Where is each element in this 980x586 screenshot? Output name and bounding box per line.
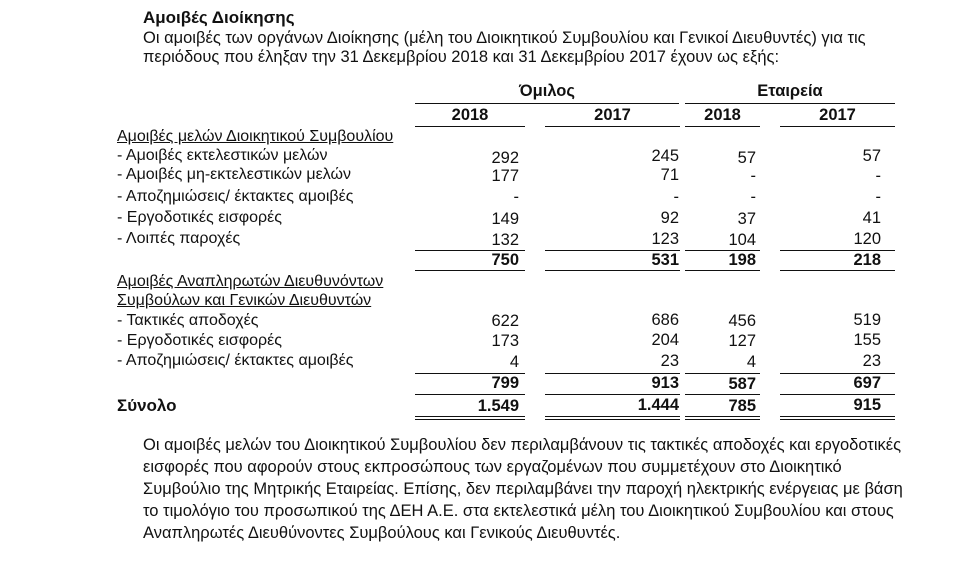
subtotal-rule: [545, 270, 680, 271]
row-label: - Αποζημιώσεις/ έκτακτες αμοιβές: [117, 352, 354, 369]
subtotal-rule: [780, 394, 895, 395]
cell: 132: [491, 231, 519, 249]
cell: 173: [491, 332, 519, 350]
total-cell: 915: [853, 396, 881, 414]
cell: 71: [660, 166, 679, 184]
cell: 456: [728, 312, 756, 330]
cell: 622: [491, 312, 519, 330]
year-header: 2018: [451, 106, 489, 124]
cell: -: [875, 167, 881, 185]
cell: -: [875, 188, 881, 206]
cell: 149: [491, 210, 519, 228]
row-label: - Λοιπές παροχές: [117, 230, 241, 247]
year-underline: [685, 126, 760, 127]
year-underline: [415, 126, 525, 127]
year-header: 2017: [819, 106, 856, 124]
total-rule: [685, 416, 760, 417]
cell: 57: [862, 147, 881, 165]
total-rule: [780, 419, 895, 420]
row-label: - Αμοιβές εκτελεστικών μελών: [117, 147, 328, 164]
subtotal-cell: 799: [491, 374, 519, 392]
total-rule: [415, 419, 525, 420]
total-rule: [545, 416, 680, 417]
note-line-5: Αναπληρωτές Διευθύνοντες Συμβούλους και Γενικούς Διευθυντές.: [143, 524, 621, 542]
total-rule: [545, 419, 680, 420]
total-cell: 785: [728, 397, 756, 415]
company-underline: [685, 103, 895, 104]
cell: 23: [660, 352, 679, 370]
cell: 41: [862, 209, 881, 227]
cell: -: [673, 188, 679, 206]
note-line-3: Συμβούλιο της Μητρικής Εταιρείας. Επίσης, δεν περιλαμβάνει την παροχή ηλεκτρικής ενέργειας με βάση: [143, 480, 903, 498]
cell: 4: [509, 353, 519, 371]
total-cell: 1.444: [637, 396, 679, 414]
group-header-group: Όμιλος: [519, 82, 575, 100]
total-rule: [780, 416, 895, 417]
year-header: 2017: [594, 106, 631, 124]
intro-line-1: Οι αμοιβές των οργάνων Διοίκησης (μέλη του Διοικητικού Συμβουλίου και Γενικοί Διευθυντές) για τις: [143, 29, 866, 47]
cell: -: [750, 167, 756, 185]
cell: -: [513, 188, 519, 206]
cell: 23: [862, 352, 881, 370]
section-heading-deputies-line2: Συμβούλων και Γενικών Διευθυντών: [117, 292, 372, 309]
note-line-2: εισφορές που αφορούν στους εκπροσώπους των εργαζομένων που συμμετέχουν στο Διοικητικό: [143, 458, 842, 476]
year-header: 2018: [704, 106, 741, 124]
row-label: - Αμοιβές μη-εκτελεστικών μελών: [117, 166, 351, 183]
cell: 92: [660, 209, 679, 227]
cell: 245: [651, 147, 679, 165]
note-line-4: το τιμολόγιο του προσωπικού της ΔΕΗ Α.Ε. στα εκτελεστικά μέλη του Διοικητικού Συμβουλίου και στους: [143, 502, 894, 520]
year-underline: [780, 126, 895, 127]
total-label: Σύνολο: [117, 396, 177, 415]
cell: 123: [651, 230, 679, 248]
subtotal-rule: [685, 394, 760, 395]
row-label: - Τακτικές αποδοχές: [117, 312, 259, 329]
cell: 127: [728, 332, 756, 350]
subtotal-rule: [415, 394, 525, 395]
subtotal-cell: 587: [728, 375, 756, 393]
cell: 120: [853, 230, 881, 248]
subtotal-cell: 750: [491, 251, 519, 269]
subtotal-cell: 531: [651, 251, 679, 269]
group-underline: [415, 103, 679, 104]
subtotal-rule: [415, 270, 525, 271]
subtotal-rule: [685, 373, 760, 374]
cell: 204: [651, 331, 679, 349]
subtotal-cell: 198: [728, 251, 756, 269]
section-heading-board: Αμοιβές μελών Διοικητικού Συμβουλίου: [117, 128, 394, 145]
intro-line-2: περιόδους που έληξαν την 31 Δεκεμβρίου 2018 και 31 Δεκεμβρίου 2017 έχουν ως εξής:: [143, 48, 780, 66]
total-rule: [415, 416, 525, 417]
total-rule: [685, 419, 760, 420]
row-label: - Εργοδοτικές εισφορές: [117, 332, 282, 349]
row-label: - Αποζημιώσεις/ έκτακτες αμοιβές: [117, 188, 354, 205]
cell: 292: [491, 149, 519, 167]
subtotal-rule: [780, 270, 895, 271]
section-heading-deputies: Αμοιβές Αναπληρωτών Διευθυνόντων: [117, 273, 384, 290]
row-label: - Εργοδοτικές εισφορές: [117, 209, 282, 226]
subtotal-rule: [545, 394, 680, 395]
note-line-1: Οι αμοιβές μελών του Διοικητικού Συμβουλίου δεν περιλαμβάνουν τις τακτικές αποδοχές και εργοδοτικές: [143, 436, 902, 454]
group-header-company: Εταιρεία: [757, 82, 823, 100]
subtotal-cell: 913: [651, 374, 679, 392]
subtotal-cell: 218: [853, 251, 881, 269]
cell: 686: [651, 311, 679, 329]
subtotal-rule: [685, 270, 760, 271]
cell: 104: [728, 231, 756, 249]
cell: 57: [737, 149, 756, 167]
total-cell: 1.549: [477, 397, 519, 415]
subtotal-cell: 697: [853, 374, 881, 392]
year-underline: [545, 126, 680, 127]
cell: 519: [853, 311, 881, 329]
page-title: Αμοιβές Διοίκησης: [143, 8, 295, 27]
cell: 4: [746, 353, 756, 371]
cell: -: [750, 188, 756, 206]
cell: 155: [853, 331, 881, 349]
cell: 37: [737, 210, 756, 228]
cell: 177: [491, 167, 519, 185]
